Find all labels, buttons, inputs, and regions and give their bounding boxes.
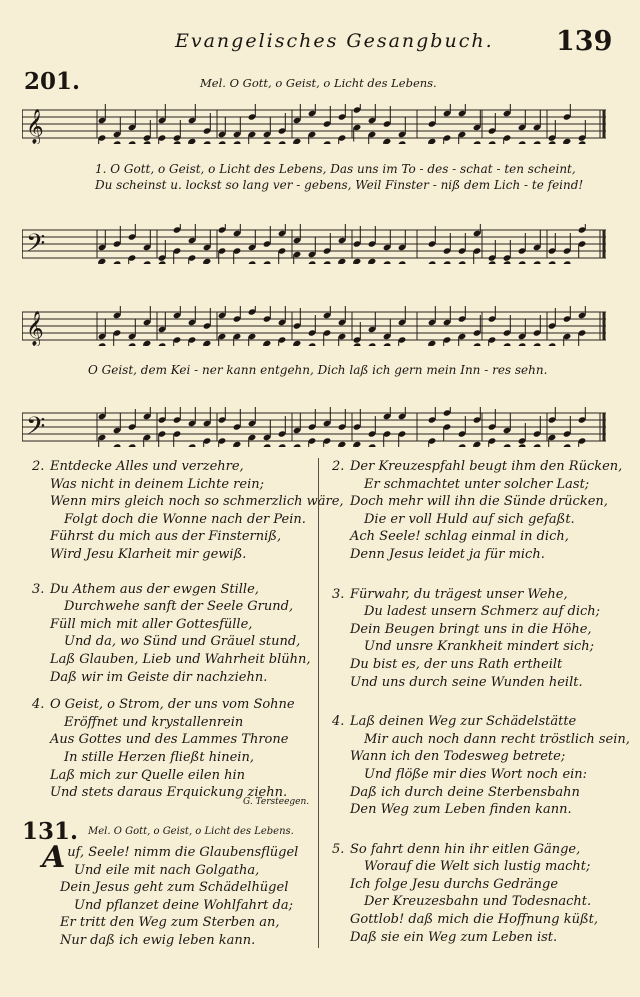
verse-line: Und uns durch seine Wunden heilt. — [350, 674, 583, 690]
verse-number: 5. — [332, 841, 345, 857]
verse-line: Denn Jesus leidet ja für mich. — [350, 546, 545, 562]
verse-line: Laß Glauben, Lieb und Wahrheit blühn, — [50, 651, 311, 667]
verse-line: Aus Gottes und des Lammes Throne — [50, 732, 289, 748]
verse-line: Und unsre Krankheit mindert sich; — [364, 639, 595, 655]
verse-line: Er schmachtet unter solcher Last; — [364, 476, 590, 492]
lyrics-line-1b: Du scheinst u. lockst so lang ver - gebens, Weil Finster - niß dem Lich - te feind! — [95, 178, 584, 192]
verse-line: Ich folge Jesu durchs Gedränge — [350, 876, 559, 892]
verse-line: So fahrt denn hin ihr eitlen Gänge, — [350, 841, 581, 857]
verse-line: Und da, wo Sünd und Gräuel stund, — [64, 634, 301, 650]
verse-line: uf, Seele! nimm die Glaubensflügel — [67, 845, 299, 860]
verse-number: 4. — [32, 697, 45, 713]
verse-3-left — [32, 581, 316, 687]
verse-4-right — [332, 713, 632, 819]
verse-line: Daß wir im Geiste dir nachziehn. — [50, 669, 268, 685]
verse-4-left — [32, 696, 316, 802]
verse-line: Und flöße mir dies Wort noch ein: — [364, 766, 588, 782]
column-divider — [318, 458, 319, 948]
verse-line: Was nicht in deinem Lichte rein; — [50, 476, 264, 492]
music-staff-2-bass — [22, 407, 606, 447]
verse-line: Er tritt den Weg zum Sterben an, — [60, 915, 280, 931]
svg-text:𝄞: 𝄞 — [26, 109, 44, 144]
verse-line: Laß mich zur Quelle eilen hin — [50, 767, 246, 783]
verse-number: 2. — [332, 459, 345, 474]
verse-line: Die er voll Huld auf sich gefaßt. — [364, 511, 575, 527]
verse-line: Wenn mirs gleich noch so schmerzlich wäre, — [50, 494, 344, 510]
verse-line: Und eile mit nach Golgatha, — [74, 862, 260, 878]
verse-line: Ach Seele! schlag einmal in dich, — [350, 529, 569, 545]
verse-line: Du Athem aus der ewgen Stille, — [50, 581, 259, 597]
verse-2-right — [332, 458, 632, 564]
verse-line: Laß deinen Weg zur Schädelstätte — [350, 714, 577, 730]
verse-number: 3. — [332, 586, 345, 602]
svg-text:𝄞: 𝄞 — [26, 311, 44, 346]
hymn-131-verse-1 — [42, 840, 314, 950]
verse-line: Doch mehr will ihn die Sünde drücken, — [350, 494, 608, 510]
music-staff-2-treble — [22, 306, 606, 346]
verse-line: Und stets daraus Erquickung ziehn. — [50, 785, 288, 801]
verse-line: Entdecke Alles und verzehre, — [50, 459, 244, 474]
verse-line: Durchwehe sanft der Seele Grund, — [64, 599, 294, 615]
verse-line: Du ladest unsern Schmerz auf dich; — [364, 604, 601, 620]
verse-line: Worauf die Welt sich lustig macht; — [364, 859, 591, 875]
verse-number: 4. — [332, 714, 345, 730]
verse-line: Folgt doch die Wonne nach der Pein. — [64, 511, 306, 527]
verse-line: Daß sie ein Weg zum Leben ist. — [350, 929, 558, 945]
verse-line: Wann ich den Todesweg betrete; — [350, 749, 566, 765]
verse-line: Füll mich mit aller Gottesfülle, — [50, 616, 253, 632]
hymn-131-melody: Mel. O Gott, o Geist, o Licht des Lebens. — [88, 826, 294, 837]
verse-line: Fürwahr, du trägest unser Wehe, — [350, 586, 568, 602]
page-number: 139 — [556, 26, 613, 57]
verses-left-column — [32, 458, 344, 802]
hymn-131-number: 131. — [22, 818, 79, 845]
verse-number: 2. — [32, 459, 45, 474]
page-header-title: Evangelisches Gesangbuch. — [175, 30, 494, 52]
hymn-201-number: 201. — [24, 68, 81, 95]
drop-cap-letter: A — [42, 840, 66, 875]
verse-5-right — [332, 841, 632, 947]
lyrics-line-2: O Geist, dem Kei - ner kann entgehn, Dich laß ich gern mein Inn - res sehn. — [88, 363, 548, 377]
verse-line: Mir auch noch dann recht tröstlich sein, — [364, 731, 630, 747]
lyrics-line-1a: 1. O Gott, o Geist, o Licht des Lebens, Das uns im To - des - schat - ten scheint, — [95, 162, 576, 176]
verse-line: Dein Beugen bringt uns in die Höhe, — [350, 621, 592, 637]
verse-line: Du bist es, der uns Rath ertheilt — [350, 656, 563, 672]
verse-line: Führst du mich aus der Finsterniß, — [50, 529, 282, 545]
verse-line: O Geist, o Strom, der uns vom Sohne — [50, 697, 295, 713]
verse-line: In stille Herzen fließt hinein, — [64, 749, 254, 765]
verse-number: 3. — [32, 581, 45, 597]
music-staff-1-bass — [22, 224, 606, 264]
verse-line: Daß ich durch deine Sterbensbahn — [350, 784, 580, 800]
verse-line: Und pflanzet deine Wohlfahrt da; — [74, 897, 293, 913]
verse-line: Der Kreuzespfahl beugt ihm den Rücken, — [350, 459, 623, 474]
verse-line: Nur daß ich ewig leben kann. — [60, 932, 256, 948]
svg-text:𝄢: 𝄢 — [26, 229, 46, 264]
verse-line: Gottlob! daß mich die Hoffnung küßt, — [350, 912, 599, 928]
verse-line: Den Weg zum Leben finden kann. — [350, 802, 572, 818]
verse-line: Der Kreuzesbahn und Todesnacht. — [364, 894, 592, 910]
verse-line: Dein Jesus geht zum Schädelhügel — [60, 880, 289, 896]
verse-line: Wird Jesu Klarheit mir gewiß. — [50, 546, 247, 562]
verse-2-left — [32, 458, 344, 564]
music-staff-1-treble — [22, 104, 606, 144]
svg-text:𝄢: 𝄢 — [26, 412, 46, 447]
hymn-201-melody: Mel. O Gott, o Geist, o Licht des Lebens. — [200, 76, 437, 90]
verse-3-right — [332, 586, 632, 692]
verses-right-column — [332, 458, 632, 946]
verse-line: Eröffnet und krystallenrein — [64, 714, 244, 730]
author-credit: G. Tersteegen. — [243, 797, 310, 807]
